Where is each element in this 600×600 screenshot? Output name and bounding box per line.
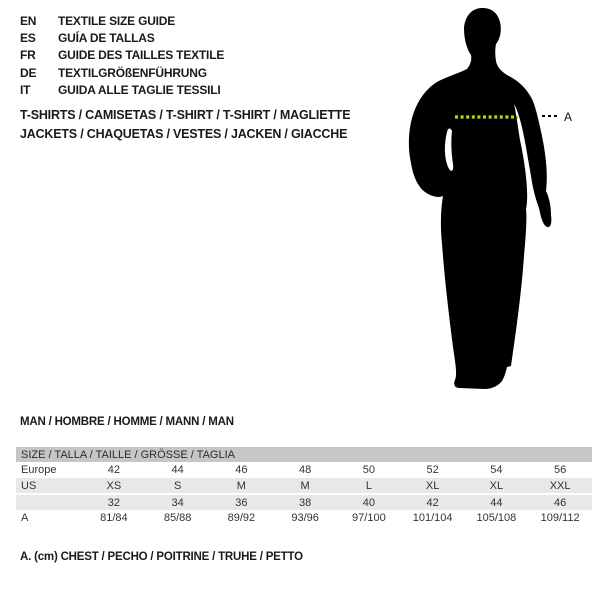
language-row-de — [20, 65, 224, 82]
cell: 42 — [401, 494, 465, 510]
cell: 42 — [107, 464, 120, 476]
cell: M — [210, 478, 274, 494]
table-row-chest-a — [16, 510, 592, 526]
language-code: ES — [20, 31, 36, 46]
cell: XL — [465, 478, 529, 494]
cell: 40 — [337, 494, 401, 510]
cell: 36 — [210, 494, 274, 510]
table-row-us — [16, 478, 592, 494]
cell: XL — [401, 478, 465, 494]
language-row-en — [20, 13, 224, 30]
cell: 105/108 — [476, 512, 517, 524]
man-silhouette-svg — [390, 0, 600, 400]
size-table-header-row — [16, 447, 592, 462]
cell: 81/84 — [100, 512, 128, 524]
language-row-fr — [20, 47, 224, 64]
language-title: GUIDA ALLE TAGLIE TESSILI — [58, 82, 221, 97]
man-figure — [390, 0, 600, 400]
row-label: US — [16, 478, 82, 494]
cell: 54 — [490, 464, 503, 476]
cell: L — [337, 478, 401, 494]
cell: 48 — [299, 464, 312, 476]
language-code: FR — [20, 48, 36, 63]
cell: 97/100 — [352, 512, 386, 524]
size-table-header: SIZE / TALLA / TAILLE / GRÖSSE / TAGLIA — [16, 447, 592, 462]
cell: 101/104 — [412, 512, 453, 524]
cell: S — [146, 478, 210, 494]
measure-label-a: A — [564, 110, 573, 124]
language-list — [20, 13, 224, 99]
table-row-uk — [16, 494, 592, 510]
cell: 34 — [146, 494, 210, 510]
language-code: EN — [20, 14, 37, 28]
cell: XS — [82, 478, 146, 494]
language-row-it — [20, 82, 224, 99]
language-row-es — [20, 30, 224, 47]
cell: 38 — [273, 494, 337, 510]
cell: 44 — [465, 494, 529, 510]
product-line-jackets: JACKETS / CHAQUETAS / VESTES / JACKEN / GIACCHE — [20, 126, 348, 141]
cell: 44 — [171, 464, 184, 476]
language-code: IT — [20, 82, 31, 97]
measurement-footnote: A. (cm) CHEST / PECHO / POITRINE / TRUHE / PETTO — [20, 551, 303, 563]
section-title-man: MAN / HOMBRE / HOMME / MANN / MAN — [20, 416, 234, 428]
language-title: TEXTILE SIZE GUIDE — [58, 14, 176, 28]
table-row-europe — [16, 462, 592, 478]
cell: 93/96 — [291, 512, 319, 524]
product-category-lines — [20, 106, 350, 143]
row-label — [16, 494, 82, 510]
cell: 46 — [235, 464, 248, 476]
row-label: Europe — [21, 464, 57, 476]
cell: 109/112 — [540, 512, 580, 524]
language-title: TEXTILGRÖßENFÜHRUNG — [58, 65, 207, 80]
cell: XXL — [528, 478, 592, 494]
cell: M — [273, 478, 337, 494]
language-title: GUIDE DES TAILLES TEXTILE — [58, 48, 225, 63]
size-table — [16, 447, 592, 526]
row-label: A — [21, 512, 29, 524]
cell: 52 — [426, 464, 439, 476]
cell: 85/88 — [163, 512, 192, 524]
cell: 46 — [528, 494, 592, 510]
product-line-tshirts: T-SHIRTS / CAMISETAS / T-SHIRT / T-SHIRT / MAGLIETTE — [20, 108, 351, 122]
cell: 56 — [554, 464, 567, 476]
man-silhouette — [409, 8, 551, 389]
language-title: GUÍA DE TALLAS — [58, 31, 155, 46]
cell: 50 — [362, 464, 375, 476]
cell: 32 — [82, 494, 146, 510]
language-code: DE — [20, 65, 37, 80]
cell: 89/92 — [227, 512, 256, 524]
